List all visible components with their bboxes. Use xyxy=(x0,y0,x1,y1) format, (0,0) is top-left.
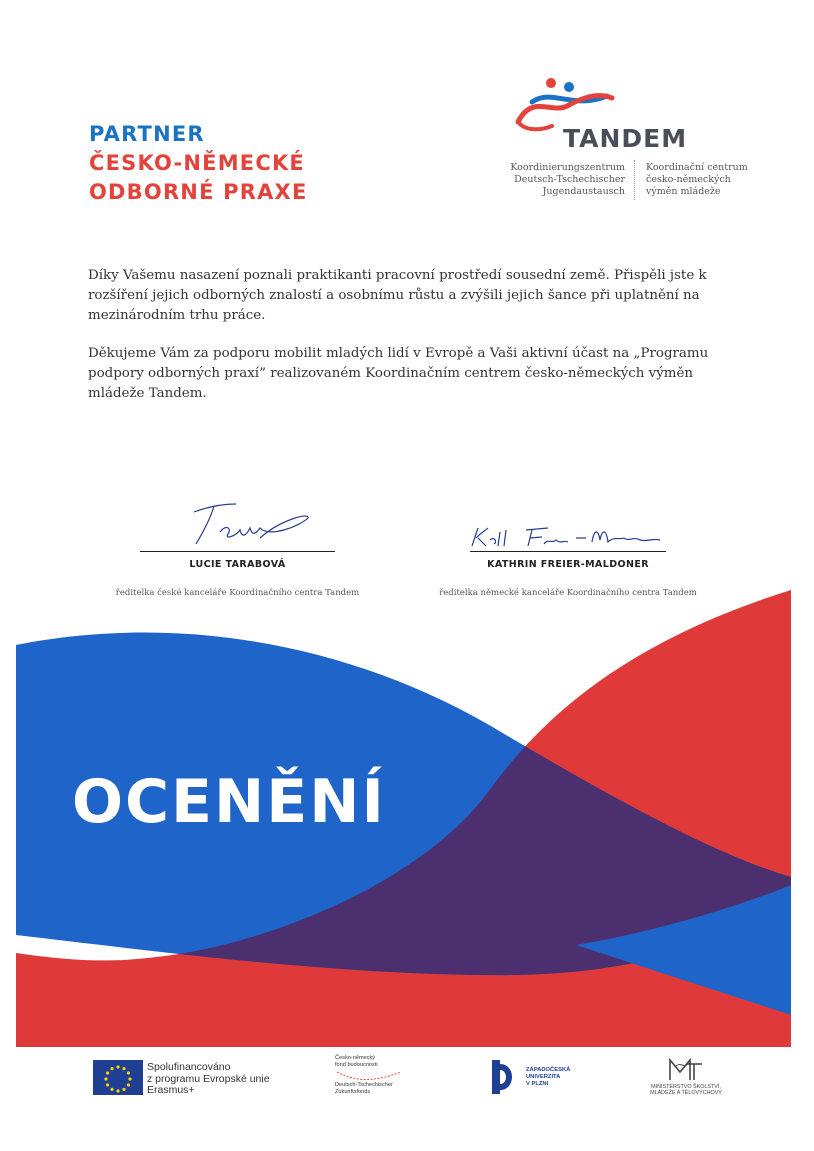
erasmus-text: Spolufinancováno z programu Evropské unie Erasmus+ xyxy=(147,1061,270,1096)
university-logo-icon xyxy=(492,1060,518,1094)
signature-line-2 xyxy=(470,551,666,552)
fund-swoosh-icon xyxy=(335,1068,405,1082)
signatory-name-2: KATHRIN FREIER-MALDONER xyxy=(487,559,649,570)
signature-freier-maldoner-icon xyxy=(464,520,664,552)
fund-logo: Česko-německý fond budoucnosti Deutsch-Tschechischer Zukunftsfonds xyxy=(335,1055,405,1095)
body-paragraph-2: Děkujeme Vám za podporu mobilit mladých lidí v Evropě a Vaši aktivní účast na „Programu podpory odborných praxí” realizovaném Koordinačním centrem česko-německých výměn mládeže Tandem. xyxy=(88,346,709,401)
signature-line-1 xyxy=(140,551,335,552)
header-line2: ČESKO-NĚMECKÉ xyxy=(89,151,305,175)
signatory-name-1: LUCIE TARABOVÁ xyxy=(189,559,286,570)
tandem-wordmark: TANDEM xyxy=(563,124,688,153)
logo-subtitle-de: Koordinierungszentrum Deutsch-Tschechischer Jugendaustausch xyxy=(510,162,625,197)
logo-subtitle-cz: Koordinační centrum česko-německých výměn mládeže xyxy=(646,162,748,197)
logo-divider xyxy=(634,160,635,200)
eu-flag-icon xyxy=(93,1060,143,1095)
signature-tarabova-icon xyxy=(180,498,315,550)
header-partner: PARTNER xyxy=(89,122,205,146)
header-line3: ODBORNÉ PRAXE xyxy=(89,180,308,204)
banner-title: OCENĚNÍ xyxy=(72,767,386,837)
signatory-role-1: ředitelka české kanceláře Koordinačního centra Tandem xyxy=(115,588,360,598)
ministry-text: MINISTERSTVO ŠKOLSTVÍ, MLÁDEŽE A TĚLOVÝCHOVY xyxy=(650,1084,722,1097)
body-paragraph-1: Díky Vašemu nasazení poznali praktikanti pracovní prostředí sousední země. Přispěli jste k rozšíření jejich odborných znalostí a osobnímu růstu a zvýšili jejich šance při uplatnění na mezinárodním trhu práce. xyxy=(88,268,707,323)
university-text: ZÁPADOČESKÁ UNIVERZITA V PLZNI xyxy=(526,1067,571,1087)
ministry-logo-icon xyxy=(668,1058,704,1082)
signatory-role-2: ředitelka německé kanceláře Koordinačního centra Tandem xyxy=(439,588,697,598)
